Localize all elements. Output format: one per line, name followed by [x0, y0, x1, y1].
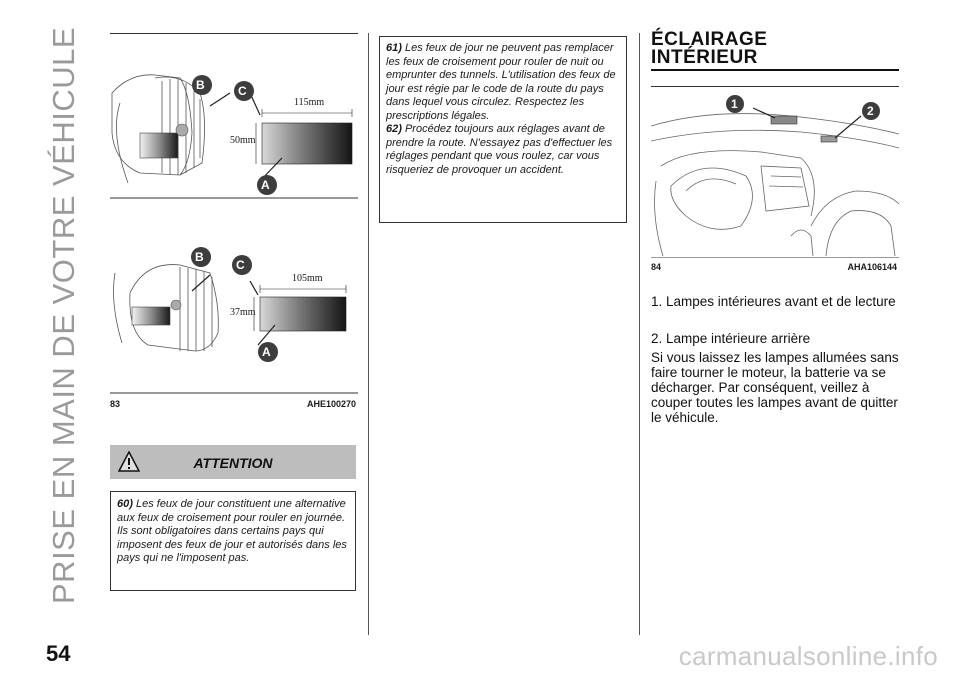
figure-83 [110, 33, 358, 413]
note-61-number: 61) [386, 42, 402, 54]
attention-header [110, 445, 356, 479]
attention-title: ATTENTION [193, 455, 273, 471]
item-2-text: 2. Lampe intérieure arrière [651, 331, 811, 346]
label-1: 1 [731, 97, 738, 111]
label-a-bottom: A [262, 345, 271, 359]
label-b-top: B [196, 78, 205, 92]
warning-notes-61-62 [379, 36, 627, 223]
item-1-text: 1. Lampes intérieures avant et de lecture [651, 294, 896, 309]
section-title-line-1: ÉCLAIRAGE [651, 29, 768, 50]
figure-84-code: AHA106144 [847, 262, 897, 272]
section-title-rule [651, 69, 899, 71]
section-title [651, 31, 767, 67]
headlamp-diagram-illustration [110, 33, 358, 408]
note-62-number: 62) [386, 123, 402, 135]
page-number: 54 [46, 641, 71, 666]
note-60-number: 60) [117, 498, 133, 510]
battery-paragraph: Si vous laissez les lampes allumées sans faire tourner le moteur, la batterie va se décharger. Par conséquent, veillez à couper toutes les lampes avant de quitter le véhicule. [651, 350, 899, 425]
section-title-line-2: INTÉRIEUR [651, 47, 758, 68]
warning-note-60 [110, 491, 356, 591]
label-b-bottom: B [195, 250, 204, 264]
note-61-text: Les feux de jour ne peuvent pas remplacer les feux de croisement pour rouler de nuit ou emprunter des tunnels. L'utilisation des feux de jour est régie par le code de la route du pays dans lequel vous circulez. Respectez les prescriptions légales. [386, 42, 616, 122]
column-divider-1 [368, 33, 369, 635]
chapter-side-title [44, 24, 84, 604]
car-interior-illustration [651, 86, 899, 258]
dimension-width-bottom: 105mm [292, 273, 323, 284]
note-60-text: Les feux de jour constituent une alternative aux feux de croisement pour rouler en journée. Ils sont obligatoires dans certains pays qui imposent des feux de jour et autorisés dans les pays qui ne l'imposent pas. [117, 498, 347, 564]
dimension-height-top: 50mm [230, 135, 256, 146]
note-62-text: Procédez toujours aux réglages avant de prendre la route. N'essayez pas d'effectuer les réglages pendant que vous roulez, car vous risqueriez de provoquer un accident. [386, 123, 613, 176]
figure-83-code: AHE100270 [306, 399, 356, 409]
figure-83-number: 83 [110, 399, 121, 409]
watermark: carmanualsonline.info [678, 641, 938, 671]
dimension-height-bottom: 37mm [230, 307, 256, 318]
column-divider-2 [639, 33, 640, 635]
dimension-width-top: 115mm [294, 97, 325, 108]
label-c-top: C [238, 84, 247, 98]
figure-84-number: 84 [651, 262, 662, 272]
chapter-side-title-text: PRISE EN MAIN DE VOTRE VÉHICULE [46, 26, 81, 604]
label-a-top: A [261, 178, 270, 192]
figure-84 [651, 86, 899, 276]
label-c-bottom: C [236, 258, 245, 272]
label-2: 2 [867, 104, 874, 118]
